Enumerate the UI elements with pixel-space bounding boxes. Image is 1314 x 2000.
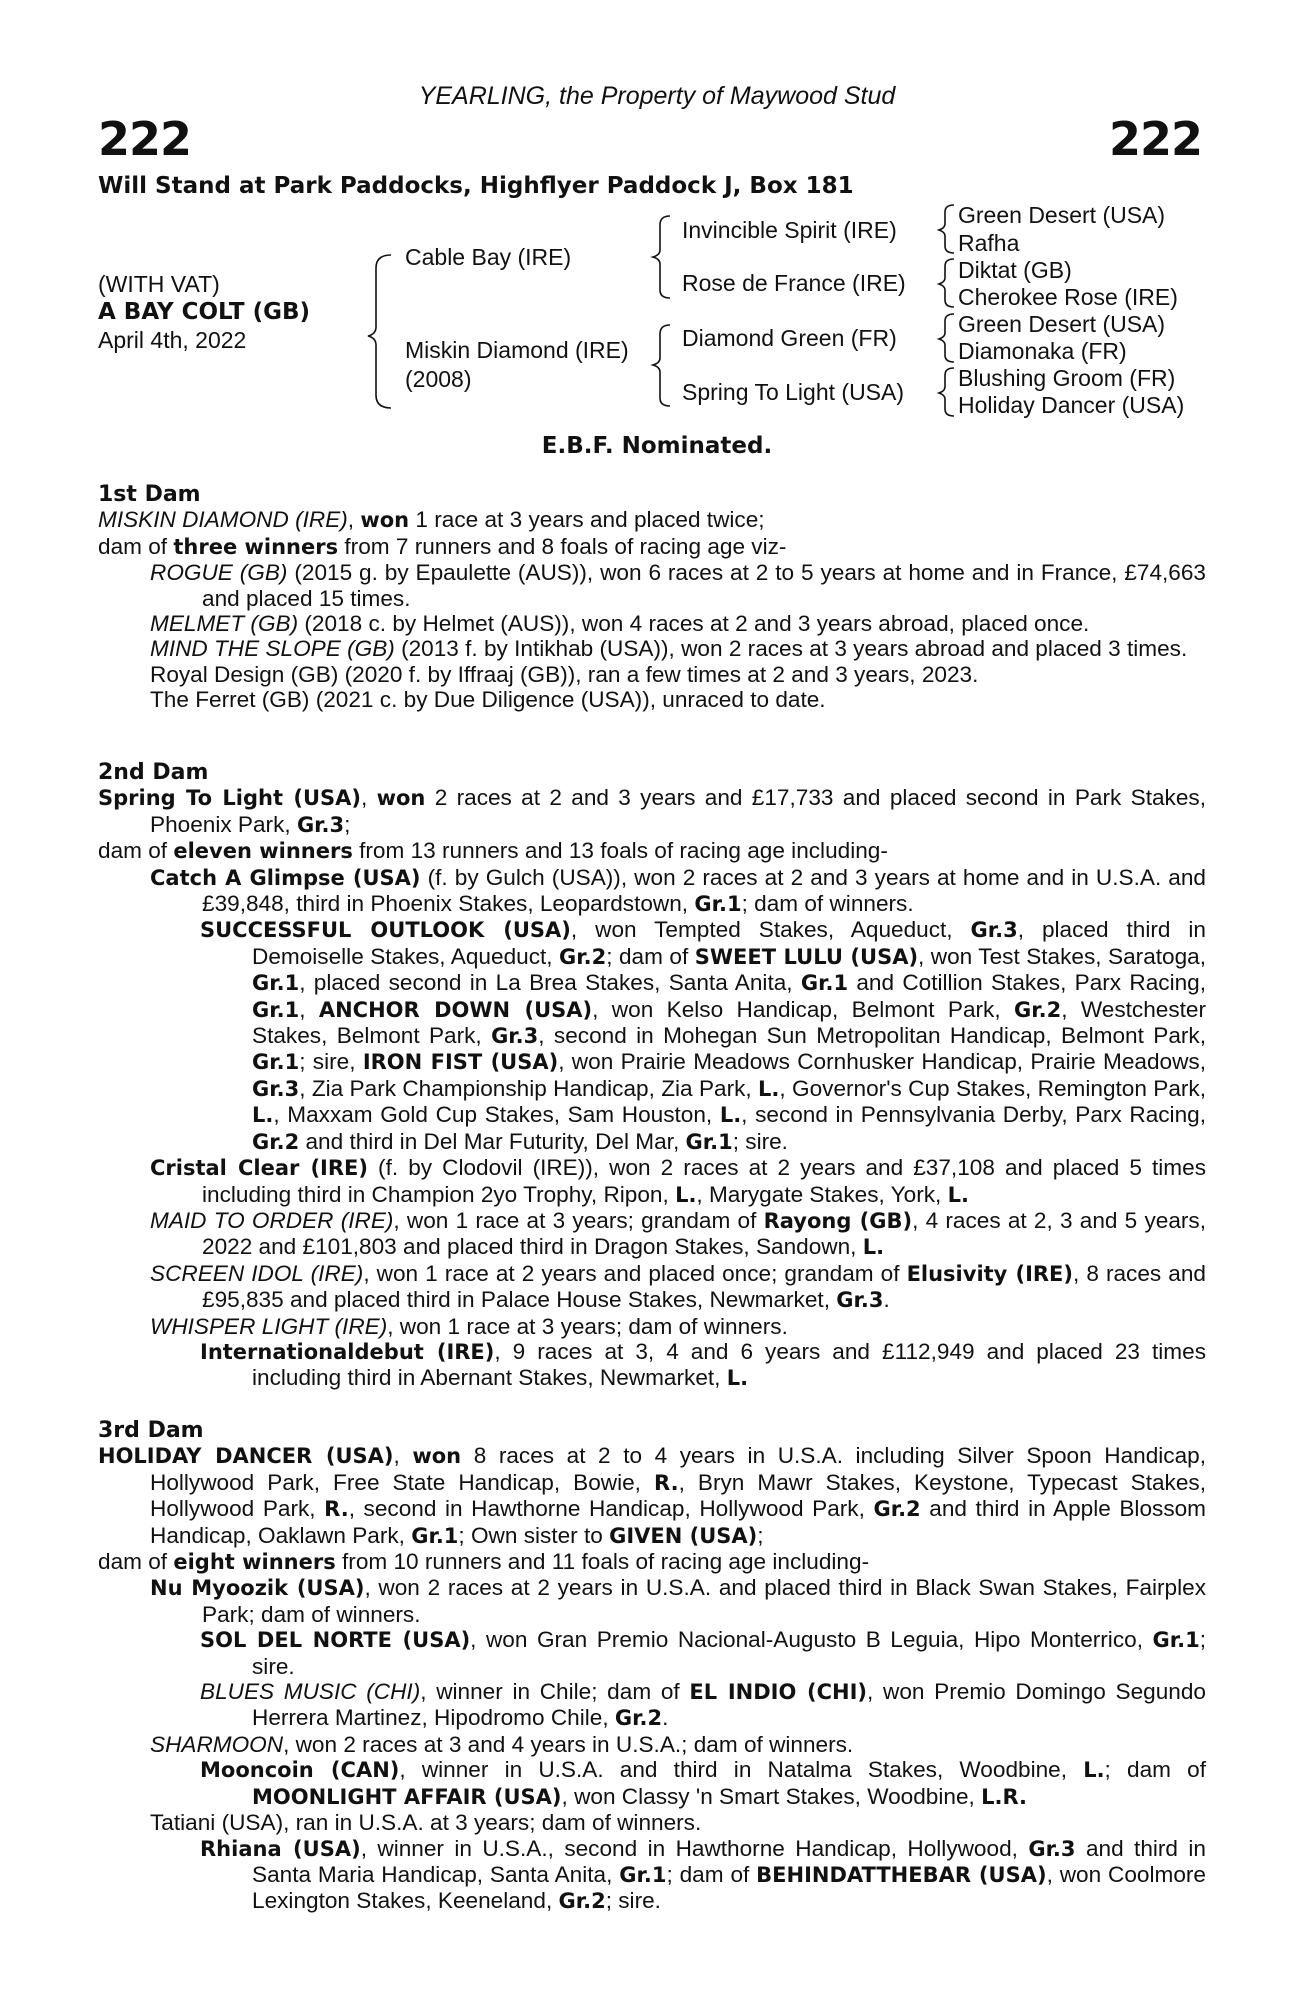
pedigree-paragraph: MISKIN DIAMOND (IRE), won 1 race at 3 years and placed twice; — [98, 507, 765, 533]
italic-text: MAID TO ORDER (IRE) — [150, 1207, 394, 1233]
bold-text: L. — [719, 1103, 742, 1128]
italic-text: BLUES MUSIC (CHI) — [200, 1679, 421, 1705]
pedigree-sire-dam: Rose de France (IRE) — [682, 270, 906, 296]
bold-text: BEHINDATTHEBAR (USA) — [756, 1862, 1047, 1887]
bold-text: HOLIDAY DANCER (USA) — [98, 1444, 394, 1469]
pedigree-ssd: Rafha — [958, 230, 1020, 256]
bold-text: SWEET LULU (USA) — [694, 944, 919, 969]
pedigree-dds: Blushing Groom (FR) — [958, 365, 1176, 391]
pedigree-paragraph: BLUES MUSIC (CHI), winner in Chile; dam of EL INDIO (CHI), won Premio Domingo Segundo Herrera Martinez, Hipodromo Chile, Gr.2. — [200, 1679, 1206, 1731]
bold-text: Gr.1 — [685, 1129, 733, 1154]
third-dam-body — [98, 1443, 1206, 1914]
bold-text: Gr.2 — [252, 1129, 300, 1154]
pedigree-dam-sire: Diamond Green (FR) — [682, 325, 897, 351]
second-dam-section — [98, 760, 1206, 1392]
bold-text: ANCHOR DOWN (USA) — [318, 997, 593, 1022]
italic-text: MIND THE SLOPE (GB) — [150, 636, 395, 662]
lot-number-right: 222 — [1108, 112, 1202, 166]
pedigree-sire: Cable Bay (IRE) — [405, 244, 572, 270]
third-dam-heading: 3rd Dam — [98, 1418, 204, 1443]
pedigree-paragraph: SOL DEL NORTE (USA), won Gran Premio Nacional-Augusto B Leguia, Hipo Monterrico, Gr.1; sire. — [200, 1627, 1206, 1679]
bold-text: Cristal Clear (IRE) — [150, 1156, 368, 1181]
bold-text: L.R. — [981, 1784, 1027, 1809]
pedigree-sss: Green Desert (USA) — [958, 202, 1166, 228]
pedigree-dam-dam: Spring To Light (USA) — [682, 379, 905, 405]
second-dam-heading: 2nd Dam — [98, 760, 209, 785]
bold-text: Gr.3 — [1028, 1836, 1076, 1861]
pedigree-dam: Miskin Diamond (IRE) — [405, 337, 629, 363]
bold-text: eleven winners — [173, 839, 353, 864]
second-dam-body — [98, 785, 1206, 1391]
pedigree-paragraph: MIND THE SLOPE (GB) (2013 f. by Intikhab (USA)), won 2 races at 3 years abroad and placed 3 times. — [150, 636, 1188, 662]
bold-text: Gr.1 — [252, 1050, 300, 1075]
bold-text: eight winners — [173, 1550, 336, 1575]
bold-text: L. — [758, 1076, 780, 1101]
pedigree-paragraph: Rhiana (USA), winner in U.S.A., second in Hawthorne Handicap, Hollywood, Gr.3 and third in Santa Maria Handicap, Santa Anita, Gr.1; dam of BEHINDATTHEBAR (USA), won Coolmore Lexington Stakes, Keeneland, Gr.2; sire. — [200, 1835, 1206, 1914]
italic-text: MELMET (GB) — [150, 611, 299, 637]
pedigree-paragraph: Spring To Light (USA), won 2 races at 2 and 3 years and £17,733 and placed second in Park Stakes, Phoenix Park, Gr.3; — [98, 785, 1206, 837]
bold-text: won — [360, 508, 410, 533]
horse-dob: April 4th, 2022 — [98, 327, 247, 353]
bold-text: Gr.1 — [1152, 1628, 1200, 1653]
pedigree-paragraph: dam of eight winners from 10 runners and 11 foals of racing age including- — [98, 1549, 870, 1575]
bold-text: Gr.1 — [619, 1862, 667, 1887]
bold-text: IRON FIST (USA) — [362, 1050, 559, 1075]
pedigree-paragraph: SUCCESSFUL OUTLOOK (USA), won Tempted Stakes, Aqueduct, Gr.3, placed third in Demoiselle Stakes, Aqueduct, Gr.2; dam of SWEET LULU (USA), won Test Stakes, Saratoga, Gr.1, placed second in La Brea Stakes, Santa Anita, Gr.1 and Cotillion Stakes, Parx Racing, Gr.1, ANCHOR DOWN (USA), won Kelso Handicap, Belmont Park, Gr.2, Westchester Stakes, Belmont Park, Gr.3, second in Mohegan Sun Metropolitan Handicap, Belmont Park, Gr.1; sire, IRON FIST (USA), won Prairie Meadows Cornhusker Handicap, Prairie Meadows, Gr.3, Zia Park Championship Handicap, Zia Park, L., Governor's Cup Stakes, Remington Park, L., Maxxam Gold Cup Stakes, Sam Houston, L., second in Pennsylvania Derby, Parx Racing, Gr.2 and third in Del Mar Futurity, Del Mar, Gr.1; sire. — [200, 917, 1207, 1154]
bold-text: L. — [726, 1366, 749, 1391]
pedigree-dam-year: (2008) — [405, 366, 472, 392]
italic-text: ROGUE (GB) — [150, 560, 288, 586]
vat-label: (WITH VAT) — [98, 271, 220, 297]
pedigree-paragraph: SHARMOON, won 2 races at 3 and 4 years in U.S.A.; dam of winners. — [150, 1731, 854, 1757]
pedigree-paragraph: Royal Design (GB) (2020 f. by Iffraaj (GB)), ran a few times at 2 and 3 years, 2023. — [150, 661, 979, 687]
bold-text: three winners — [173, 534, 339, 559]
bold-text: EL INDIO (CHI) — [689, 1680, 868, 1705]
pedigree-paragraph: Nu Myoozik (USA), won 2 races at 2 years in U.S.A. and placed third in Black Swan Stakes, Fairplex Park; dam of winners. — [150, 1575, 1206, 1627]
pedigree-paragraph: dam of eleven winners from 13 runners and 13 foals of racing age including- — [98, 838, 888, 864]
stand-location: Will Stand at Park Paddocks, Highflyer Paddock J, Box 181 — [98, 173, 854, 199]
bold-text: L. — [252, 1103, 274, 1128]
italic-text: MISKIN DIAMOND (IRE) — [98, 507, 348, 533]
bold-text: L. — [675, 1182, 697, 1207]
bold-text: R. — [654, 1470, 679, 1495]
bold-text: Catch A Glimpse (USA) — [150, 865, 421, 890]
pedigree-paragraph: dam of three winners from 7 runners and 8 foals of racing age viz- — [98, 533, 787, 559]
bold-text: Gr.1 — [252, 971, 300, 996]
bold-text: Gr.1 — [411, 1523, 459, 1548]
page-header-title: YEARLING, the Property of Maywood Stud — [418, 82, 896, 110]
bold-text: Gr.2 — [873, 1497, 921, 1522]
bold-text: SUCCESSFUL OUTLOOK (USA) — [200, 918, 571, 943]
bold-text: Gr.2 — [1014, 997, 1062, 1022]
bold-text: L. — [862, 1235, 885, 1260]
first-dam-heading: 1st Dam — [98, 482, 201, 507]
pedigree-paragraph: WHISPER LIGHT (IRE), won 1 race at 3 years; dam of winners. — [150, 1313, 788, 1339]
pedigree-paragraph: Mooncoin (CAN), winner in U.S.A. and third in Natalma Stakes, Woodbine, L.; dam of MOONLIGHT AFFAIR (USA), won Classy 'n Smart Stakes, Woodbine, L.R. — [200, 1757, 1206, 1809]
bold-text: R. — [324, 1497, 349, 1522]
italic-text: SHARMOON — [150, 1731, 284, 1757]
bold-text: MOONLIGHT AFFAIR (USA) — [252, 1784, 562, 1809]
pedigree-paragraph: Tatiani (USA), ran in U.S.A. at 3 years; dam of winners. — [150, 1810, 702, 1836]
pedigree-dss: Green Desert (USA) — [958, 311, 1166, 337]
bold-text: L. — [1083, 1758, 1105, 1783]
bold-text: Nu Myoozik (USA) — [150, 1576, 365, 1601]
bold-text: L. — [947, 1182, 969, 1207]
pedigree-paragraph: Cristal Clear (IRE) (f. by Clodovil (IRE)), won 2 races at 2 years and £37,108 and placed 5 times including third in Champion 2yo Trophy, Ripon, L., Marygate Stakes, York, L. — [150, 1155, 1206, 1207]
bold-text: Gr.2 — [559, 944, 607, 969]
bold-text: Rayong (GB) — [763, 1208, 913, 1233]
pedigree-paragraph: SCREEN IDOL (IRE), won 1 race at 2 years and placed once; grandam of Elusivity (IRE), 8 races and £95,835 and placed third in Palace House Stakes, Newmarket, Gr.3. — [150, 1260, 1206, 1313]
lot-number-left: 222 — [98, 112, 192, 166]
bold-text: GIVEN (USA) — [609, 1523, 758, 1548]
bold-text: won — [376, 786, 426, 811]
pedigree-paragraph: MAID TO ORDER (IRE), won 1 race at 3 years; grandam of Rayong (GB), 4 races at 2, 3 and 5 years, 2022 and £101,803 and placed third in Dragon Stakes, Sandown, L. — [150, 1207, 1206, 1260]
bold-text: SOL DEL NORTE (USA) — [200, 1628, 471, 1653]
bold-text: won — [412, 1444, 462, 1469]
ebf-nominated: E.B.F. Nominated. — [541, 433, 773, 459]
first-dam-body — [98, 507, 1206, 712]
bold-text: Gr.1 — [800, 971, 849, 996]
bold-text: Gr.3 — [836, 1288, 884, 1313]
bold-text: Internationaldebut (IRE) — [200, 1339, 495, 1364]
bold-text: Gr.1 — [252, 997, 300, 1022]
pedigree-ddd: Holiday Dancer (USA) — [958, 392, 1185, 418]
bold-text: Gr.3 — [970, 918, 1018, 943]
pedigree-paragraph: MELMET (GB) (2018 c. by Helmet (AUS)), won 4 races at 2 and 3 years abroad, placed once. — [150, 611, 1090, 637]
pedigree-sire-sire: Invincible Spirit (IRE) — [682, 217, 897, 243]
bold-text: Gr.3 — [491, 1024, 539, 1049]
pedigree-paragraph: HOLIDAY DANCER (USA), won 8 races at 2 to 4 years in U.S.A. including Silver Spoon Handicap, Hollywood Park, Free State Handicap, Bowie, R., Bryn Mawr Stakes, Keystone, Typecast Stakes, Hollywood Park, R., second in Hawthorne Handicap, Hollywood Park, Gr.2 and third in Apple Blossom Handicap, Oaklawn Park, Gr.1; Own sister to GIVEN (USA); — [98, 1443, 1207, 1548]
bold-text: Gr.1 — [694, 892, 742, 917]
first-dam-section — [98, 482, 1206, 713]
bold-text: Gr.2 — [614, 1706, 663, 1731]
pedigree-paragraph: ROGUE (GB) (2015 g. by Epaulette (AUS)), won 6 races at 2 to 5 years at home and in France, £74,663 and placed 15 times. — [150, 560, 1206, 611]
italic-text: SCREEN IDOL (IRE) — [150, 1260, 364, 1286]
italic-text: WHISPER LIGHT (IRE) — [150, 1313, 388, 1339]
pedigree-paragraph: Catch A Glimpse (USA) (f. by Gulch (USA)), won 2 races at 2 and 3 years at home and in U.S.A. and £39,848, third in Phoenix Stakes, Leopardstown, Gr.1; dam of winners. — [150, 864, 1206, 917]
pedigree-sds: Diktat (GB) — [958, 257, 1072, 283]
bold-text: Spring To Light (USA) — [98, 786, 361, 811]
pedigree-paragraph: The Ferret (GB) (2021 c. by Due Diligence (USA)), unraced to date. — [150, 687, 826, 713]
horse-name: A BAY COLT (GB) — [98, 299, 311, 325]
bold-text: Gr.2 — [558, 1889, 606, 1914]
bold-text: Gr.3 — [252, 1076, 300, 1101]
pedigree-sdd: Cherokee Rose (IRE) — [958, 284, 1178, 310]
bold-text: Rhiana (USA) — [200, 1836, 361, 1861]
bold-text: Elusivity (IRE) — [906, 1261, 1073, 1286]
bold-text: Mooncoin (CAN) — [200, 1758, 400, 1783]
bold-text: Gr.3 — [296, 812, 345, 837]
pedigree-dsd: Diamonaka (FR) — [958, 338, 1127, 364]
pedigree-paragraph: Internationaldebut (IRE), 9 races at 3, 4 and 6 years and £112,949 and placed 23 times including third in Abernant Stakes, Newmarket, L. — [200, 1338, 1206, 1391]
third-dam-section — [98, 1418, 1206, 1915]
